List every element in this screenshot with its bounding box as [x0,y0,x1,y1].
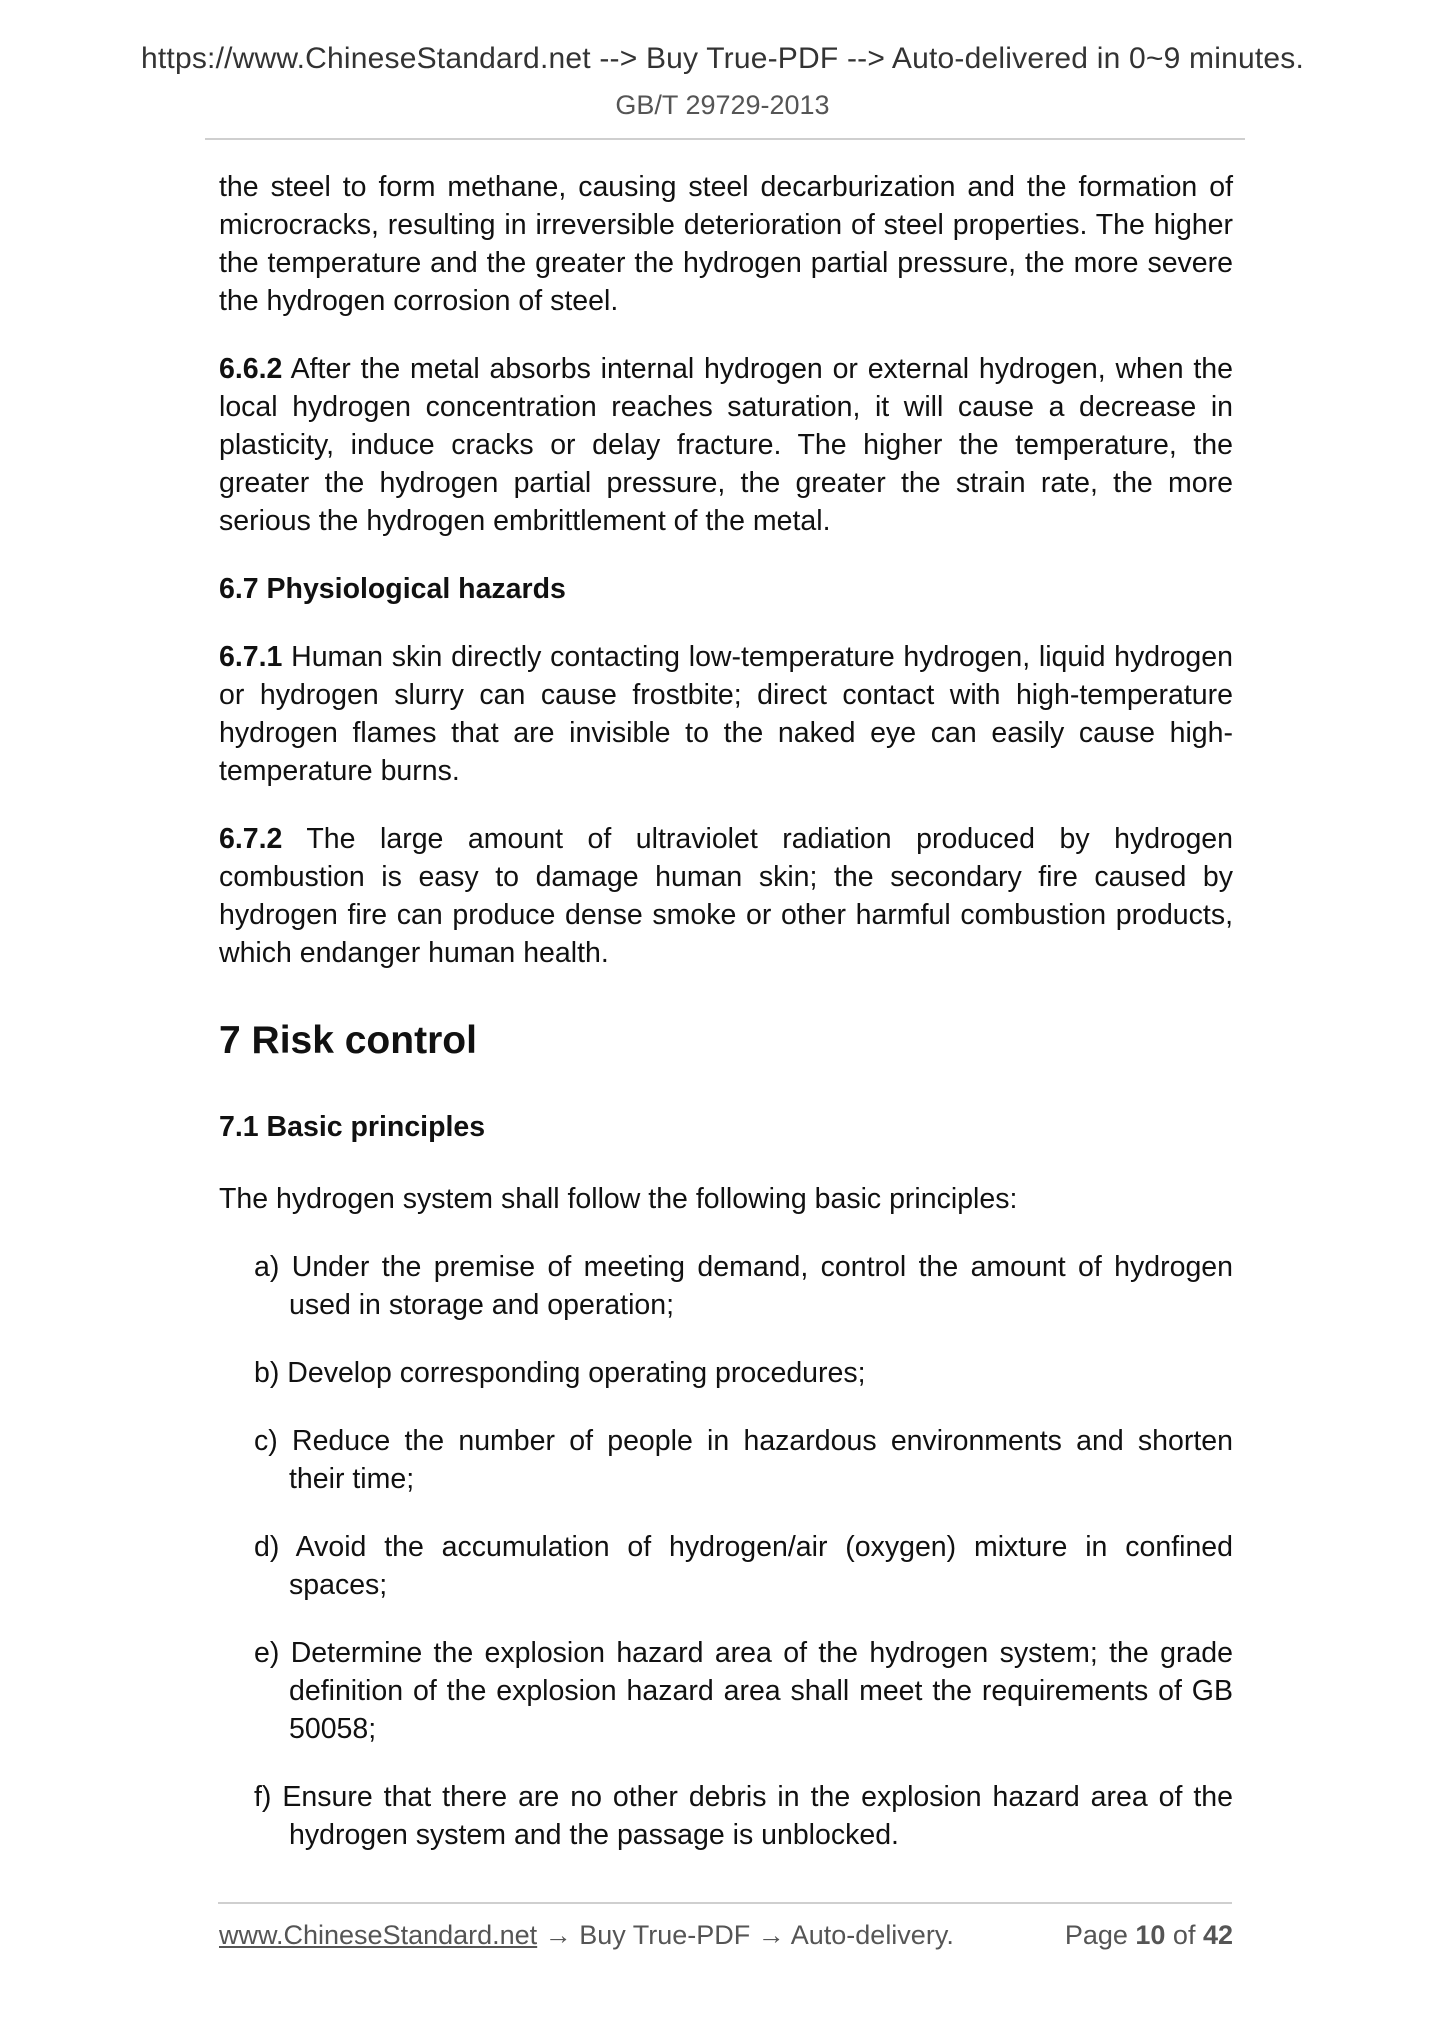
list-item-text: Reduce the number of people in hazardous environments and shorten their time; [289,1425,1233,1495]
section-heading-6-7: 6.7 Physiological hazards [219,573,566,605]
list-item-text: Develop corresponding operating procedures; [287,1357,866,1389]
section-number: 6.6.2 [219,353,283,385]
footer-tagline: → Buy True-PDF → Auto-delivery. [537,1920,954,1950]
list-item-text: Ensure that there are no other debris in the explosion hazard area of the hydrogen system and the passage is unblocked. [282,1781,1233,1851]
section-text: The large amount of ultraviolet radiation produced by hydrogen combustion is easy to damage human skin; the secondary fire caused by hydrogen fire can produce dense smoke or other harmful combustion products, which endanger human health. [219,823,1233,969]
list-item-text: Determine the explosion hazard area of the hydrogen system; the grade definition of the explosion hazard area shall meet the requirements of GB 50058; [289,1637,1233,1745]
principles-list [219,1248,1233,1854]
page-indicator [1065,1920,1233,1951]
list-item-label: b) [254,1357,280,1389]
section-6-7-1 [219,638,1233,790]
section-number: 6.7.1 [219,641,283,673]
list-item-label: c) [254,1425,278,1457]
section-number: 6.7.2 [219,823,283,855]
page-current: 10 [1135,1920,1166,1950]
section-heading-7-1: 7.1 Basic principles [219,1111,486,1143]
list-item [254,1778,1233,1854]
footer-promo [219,1920,954,1951]
section-text: Human skin directly contacting low-temperature hydrogen, liquid hydrogen or hydrogen slurry can cause frostbite; direct contact with high-temperature hydrogen flames that are invisible to the naked eye can easily cause high-temperature burns. [219,641,1233,787]
list-item [254,1422,1233,1498]
page-total: 42 [1202,1920,1233,1950]
document-body [219,168,1233,1884]
footer-divider [218,1902,1232,1904]
section-6-7-2 [219,820,1233,972]
list-item [254,1528,1233,1604]
page-label: Page [1064,1920,1136,1950]
list-item [254,1634,1233,1748]
list-item-text: Avoid the accumulation of hydrogen/air (oxygen) mixture in confined spaces; [289,1531,1233,1601]
document-id: GB/T 29729-2013 [615,90,830,120]
section-6-6-2 [219,350,1233,540]
list-item-text: Under the premise of meeting demand, control the amount of hydrogen used in storage and operation; [289,1251,1234,1321]
principles-intro: The hydrogen system shall follow the following basic principles: [219,1183,1018,1215]
list-item [254,1354,1233,1392]
list-item [254,1248,1233,1324]
chapter-heading-7: 7 Risk control [219,1019,477,1062]
section-text: After the metal absorbs internal hydrogen or external hydrogen, when the local hydrogen concentration reaches saturation, it will cause a decrease in plasticity, induce cracks or delay fracture. The higher the temperature, the greater the hydrogen partial pressure, the greater the strain rate, the more serious the hydrogen embrittlement of the metal. [219,353,1233,537]
list-item-label: e) [254,1637,280,1669]
paragraph-intro: the steel to form methane, causing steel decarburization and the formation of microcracks, resulting in irreversible deterioration of steel properties. The higher the temperature and the greater the hydrogen partial pressure, the more severe the hydrogen corrosion of steel. [219,171,1233,317]
list-item-label: f) [254,1781,272,1813]
header-divider [205,138,1245,140]
list-item-label: d) [254,1531,280,1563]
page-of-label: of [1165,1920,1203,1950]
header-url-line: https://www.ChineseStandard.net --> Buy True-PDF --> Auto-delivered in 0~9 minutes. [141,42,1304,75]
list-item-label: a) [254,1251,280,1283]
footer-site-link[interactable]: www.ChineseStandard.net [219,1920,538,1950]
page-footer [219,1920,1233,1960]
